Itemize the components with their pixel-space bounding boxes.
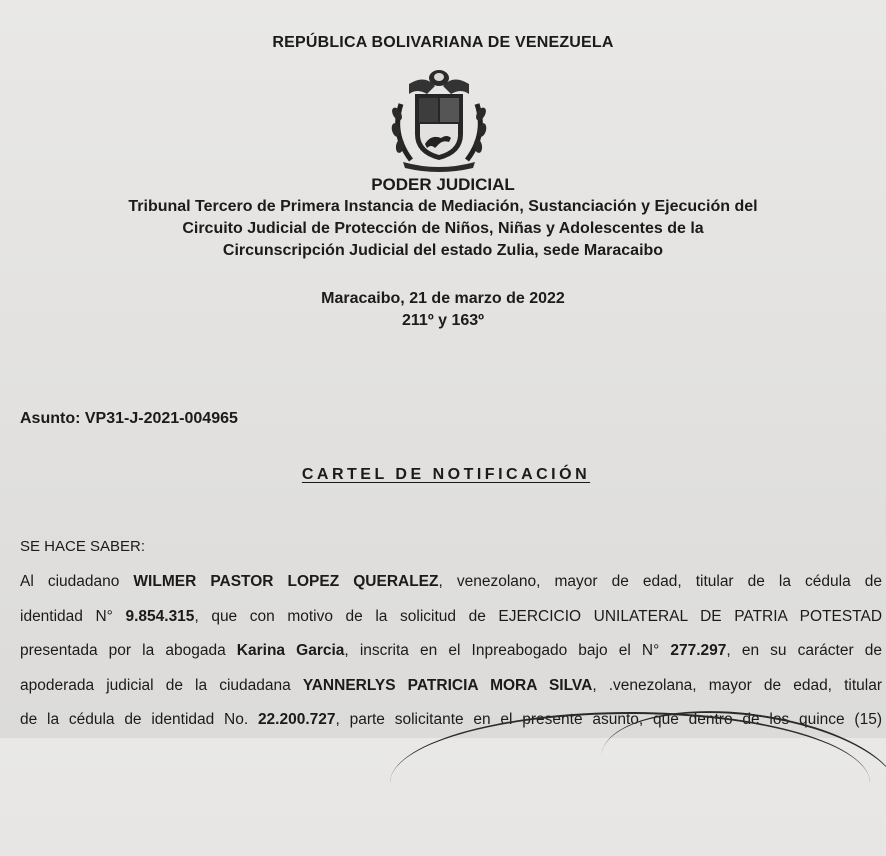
document-title: CARTEL DE NOTIFICACIÓN <box>301 466 591 483</box>
institution-heading: PODER JUDICIAL <box>371 175 515 194</box>
tribunal-line: Circunscripción Judicial del estado Zulia, sede Maracaibo <box>222 242 664 259</box>
body-text: Al ciudadano <box>20 573 134 590</box>
body-text: , inscrita en el Inpreabogado bajo el N° <box>344 642 671 659</box>
body-text: , en su carácter de <box>726 642 882 659</box>
body-line <box>20 600 882 635</box>
country-heading: REPÚBLICA BOLIVARIANA DE VENEZUELA <box>272 34 614 51</box>
body-text: apoderada judicial de la ciudadana <box>20 676 303 694</box>
body-text: , .venezolana, mayor de edad, titular <box>592 676 882 694</box>
document-title-wrap <box>0 466 886 484</box>
body-line <box>20 669 882 704</box>
body-line <box>20 634 882 669</box>
case-number: Asunto: VP31-J-2021-004965 <box>20 410 238 427</box>
document-years: 211º y 163º <box>402 312 484 329</box>
body-paragraph <box>20 565 882 738</box>
tribunal-line: Circuito Judicial de Protección de Niños, Niñas y Adolescentes de la <box>182 220 704 237</box>
body-text: , parte solicitante en el presente asunto, que dentro de los quince (15) <box>335 711 882 728</box>
intro-text: SE HACE SABER: <box>20 538 146 555</box>
inpreabogado-number: 277.297 <box>670 642 727 659</box>
body-text: , venezolano, mayor de edad, titular de la cédula de <box>438 573 882 590</box>
id-number: 9.854.315 <box>125 607 195 625</box>
coat-of-arms-icon <box>387 64 491 174</box>
body-line <box>20 565 882 600</box>
body-text: presentada por la abogada <box>20 642 237 659</box>
person-name: YANNERLYS PATRICIA MORA SILVA <box>302 676 593 694</box>
document-date: Maracaibo, 21 de marzo de 2022 <box>321 290 565 307</box>
body-text: , que con motivo de la solicitud de EJERCICIO UNILATERAL DE PATRIA POTESTAD <box>194 607 883 625</box>
tribunal-line: Tribunal Tercero de Primera Instancia de Mediación, Sustanciación y Ejecución del <box>128 198 758 215</box>
lawyer-name: Karina Garcia <box>236 642 345 659</box>
tribunal-heading <box>0 196 886 262</box>
body-text: identidad N° <box>20 607 126 625</box>
id-number: 22.200.727 <box>257 711 336 728</box>
person-name: WILMER PASTOR LOPEZ QUERALEZ <box>133 573 439 590</box>
body-text: de la cédula de identidad No. <box>20 711 258 728</box>
